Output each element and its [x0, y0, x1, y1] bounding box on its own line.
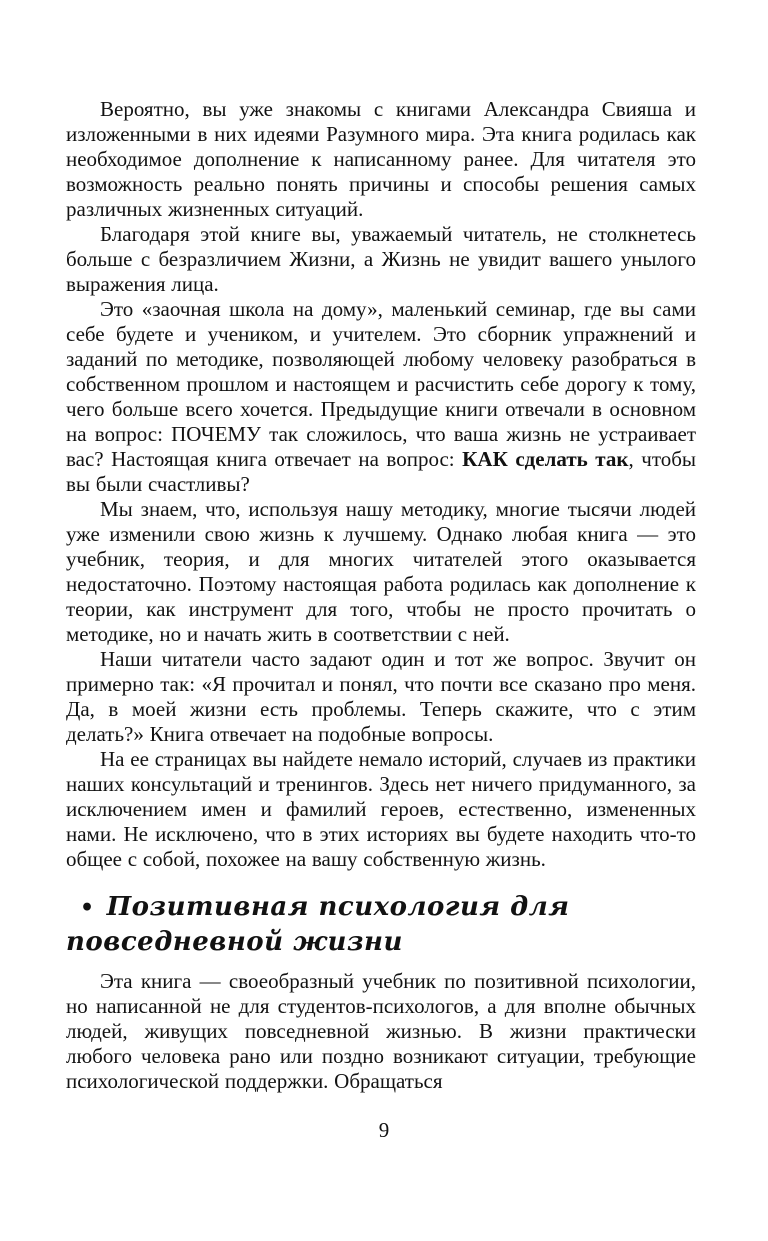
- paragraph: Благодаря этой книге вы, уважаемый читатель, не столкнетесь больше с безразличием Жизни, а Жизнь не увидит вашего унылого выражения лица.: [66, 222, 696, 296]
- text-block: [66, 97, 696, 1094]
- paragraph: Вероятно, вы уже знакомы с книгами Александра Свияша и изложенными в них идеями Разумного мира. Эта книга родилась как необходимое дополнение к написанному ранее. Для читателя это возможность реально понять причины и способы решения самых различных жизненных ситуаций.: [66, 97, 696, 221]
- paragraph: [66, 297, 696, 497]
- paragraph: Наши читатели часто задают один и тот же вопрос. Звучит он примерно так: «Я прочитал и понял, что почти все сказано про меня. Да, в моей жизни есть проблемы. Теперь скажите, что с этим делать?» Книга отвечает на подобные вопросы.: [66, 647, 696, 746]
- paragraph-text: Это «заочная школа на дому», маленький семинар, где вы сами себе будете и учеником, и учителем. Это сборник упражнений и заданий по методике, позволяющей любому человеку разобраться в собственном прошлом и настоящем и расчистить себе дорогу к тому, чего больше всего хочется. Предыдущие книги отвечали в основном на вопрос: ПОЧЕМУ так сложилось, что ваша жизнь не устраивает вас? Настоящая книга отвечает на вопрос:: [66, 297, 696, 471]
- bold-phrase: КАК сделать так: [462, 447, 629, 471]
- paragraph: На ее страницах вы найдете немало историй, случаев из практики наших консультаций и тренингов. Здесь нет ничего придуманного, за исключением имен и фамилий героев, естественно, измененных нами. Не исключено, что в этих историях вы будете находить что-то общее с собой, похожее на вашу собственную жизнь.: [66, 747, 696, 871]
- section-heading: [66, 890, 696, 959]
- bullet-icon: •: [80, 895, 95, 921]
- paragraph: Мы знаем, что, используя нашу методику, многие тысячи людей уже изменили свою жизнь к лучшему. Однако любая книга — это учебник, теория, и для многих читателей этого оказывается недостаточно. Поэтому настоящая работа родилась как дополнение к теории, как инструмент для того, чтобы не просто прочитать о методике, но и начать жить в соответствии с ней.: [66, 497, 696, 646]
- page-number: 9: [378, 1118, 390, 1142]
- paragraph-text: , чтобы вы были счастливы?: [66, 447, 697, 496]
- section-heading-text: Позитивная психология для повседневной жизни: [66, 892, 570, 957]
- paragraph: Эта книга — своеобразный учебник по позитивной психологии, но написанной не для студентов-психологов, а для вполне обычных людей, живущих повседневной жизнью. В жизни практически любого человека рано или поздно возникают ситуации, требующие психологической поддержки. Обращаться: [66, 969, 696, 1093]
